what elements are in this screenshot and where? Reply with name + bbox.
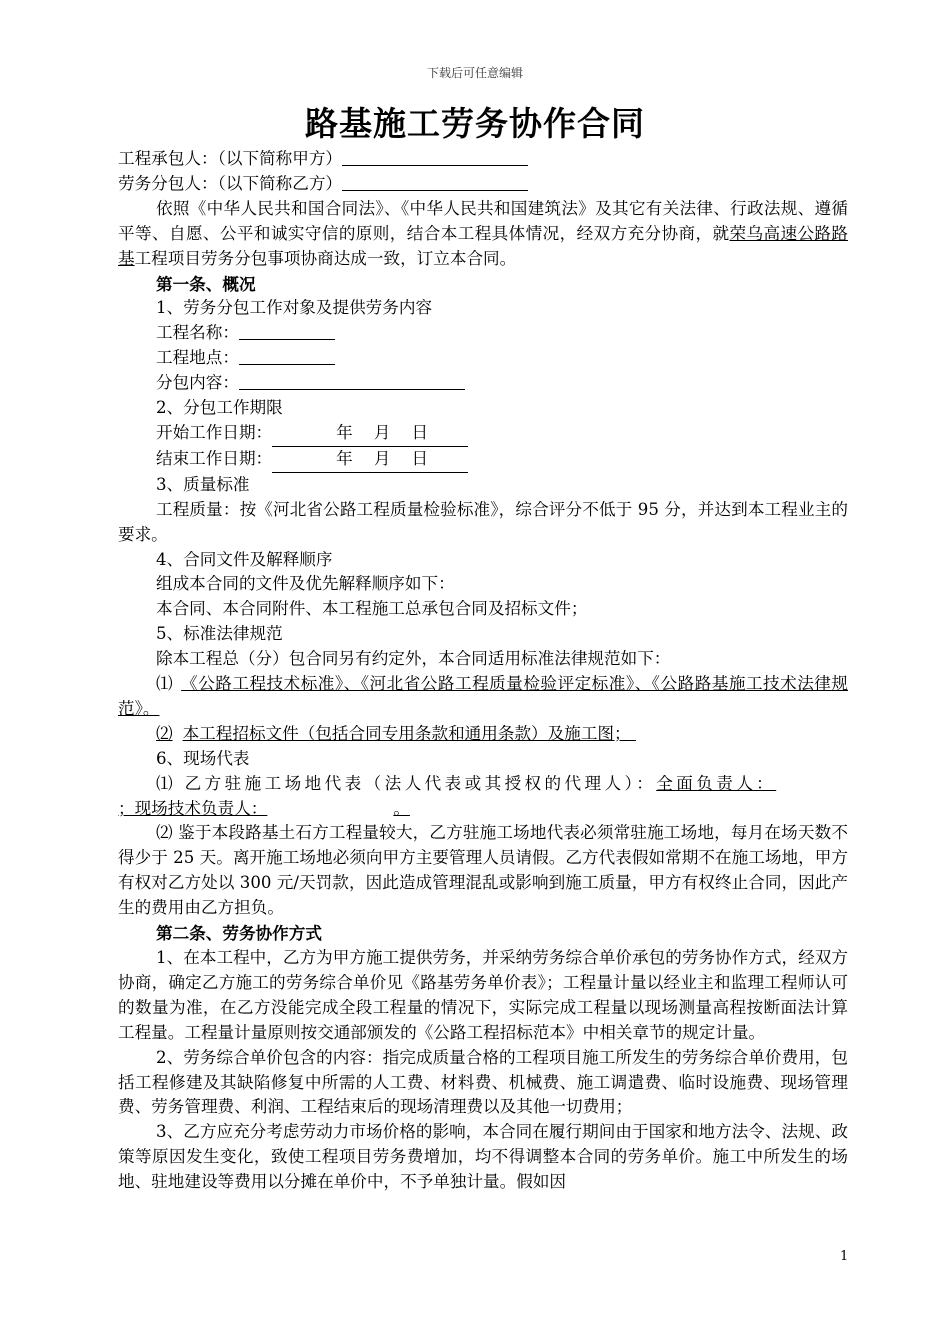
contract-body xyxy=(118,147,848,1195)
quality-text: 工程质量：按《河北省公路工程质量检验标准》，综合评分不低于 95 分，并达到本工程业主的要求。 xyxy=(118,499,848,544)
section-1-5: 5、标准法律规范 xyxy=(156,624,283,644)
party-a-line xyxy=(118,147,848,172)
start-date-line: 开始工作日期： 年 月 日 xyxy=(118,421,848,447)
project-name-underlined: 荣乌高速公路路基 xyxy=(118,223,848,268)
end-date-blank[interactable]: 年 月 日 xyxy=(272,447,468,473)
article-2-item-1: 1、在本工程中，乙方为甲方施工提供劳务，并采纳劳务综合单价承包的劳务协作方式，经双方协商，确定乙方施工的劳务综合单价见《路基劳务单价表》；工程量计量以经业主和监理工程师认可的数量为准，在乙方没能完成全段工程量的情况下，实际完成工程量以现场测量高程按断面法计算工程量。工程量计量原则按交通部颁发的《公路工程招标范本》中相关章节的规定计量。 xyxy=(118,948,848,1042)
contract-title: 路基施工劳务协作合同 xyxy=(305,104,645,143)
project-site-line: 工程地点： xyxy=(118,346,848,371)
intro-paragraph: 依照《中华人民共和国合同法》、《中华人民共和国建筑法》及其它有关法律、行政法规、遵循平等、自愿、公平和诚实守信的原则，结合本工程具体情况，经双方充分协商，就荣乌高速公路路基工程项目劳务分包事项协商达成一致，订立本合同。 xyxy=(118,198,848,268)
header-note: 下载后可任意编辑 xyxy=(426,66,523,80)
section-1-1: 1、劳务分包工作对象及提供劳务内容 xyxy=(156,298,433,318)
section-1-3: 3、质量标准 xyxy=(156,474,250,494)
article-2-item-3: 3、乙方应充分考虑劳动力市场价格的影响，本合同在履行期间由于国家和地方法令、法规、政策等原因发生变化，致使工程项目劳务费增加，均不得调整本合同的劳务单价。施工中所发生的场地、驻地建设等费用以分摊在单价中，不予单独计量。假如因 xyxy=(118,1122,848,1192)
law-item-1: ⑴ 《公路工程技术标准》、《河北省公路工程质量检验评定标准》、《公路路基施工技术法律规范》。 xyxy=(118,674,848,718)
subcontract-content-line: 分包内容： xyxy=(118,371,848,396)
article-2-heading: 第二条、劳务协作方式 xyxy=(156,923,322,944)
rep-item-2: ⑵ 鉴于本段路基土石方工程量较大，乙方驻施工场地代表必须常驻施工场地，每月在场天数不得少于 25 天。离开施工场地必须向甲方主要管理人员请假。乙方代表假如常期不在施工场地，甲方有权对乙方处以 300 元/天罚款，因此造成管理混乱或影响到施工质量，甲方有权终止合同，因此产生的费用由乙方担负。 xyxy=(118,823,848,918)
section-1-2: 2、分包工作期限 xyxy=(156,398,283,418)
article-2-item-2: 2、劳务综合单价包含的内容：指完成质量合格的工程项目施工所发生的劳务综合单价费用，包括工程修建及其缺陷修复中所需的人工费、材料费、机械费、施工调遣费、临时设施费、现场管理费、劳务管理费、利润、工程结束后的现场清理费以及其他一切费用； xyxy=(118,1047,848,1117)
project-name-line: 工程名称： xyxy=(118,321,848,346)
party-b-blank[interactable] xyxy=(342,172,528,191)
rep-item-1-line1: ⑴ 乙方驻施工场地代表（法人代表或其授权的代理人）：全面负责人： xyxy=(156,773,777,793)
subcontract-content-blank[interactable] xyxy=(239,371,465,390)
project-name-blank[interactable] xyxy=(239,321,335,340)
start-date-blank[interactable]: 年 月 日 xyxy=(272,421,468,447)
party-a-blank[interactable] xyxy=(342,147,528,166)
article-1-heading: 第一条、概况 xyxy=(156,273,256,294)
end-date-line: 结束工作日期： 年 月 日 xyxy=(118,447,848,473)
section-1-4: 4、合同文件及解释顺序 xyxy=(156,549,333,569)
party-a-label: 工程承包人：（以下简称甲方） xyxy=(118,149,343,168)
project-site-blank[interactable] xyxy=(239,346,335,365)
page-number: 1 xyxy=(840,1249,849,1264)
section-1-6: 6、现场代表 xyxy=(156,748,250,768)
law-intro: 除本工程总（分）包合同另有约定外，本合同适用标准法律规范如下： xyxy=(156,649,671,669)
docs-line-1: 组成本合同的文件及优先解释顺序如下： xyxy=(156,574,455,594)
party-b-line xyxy=(118,172,848,197)
rep-item-1-line2: ；现场技术负责人： 。 xyxy=(118,798,410,818)
docs-line-2: 本合同、本合同附件、本工程施工总承包合同及招标文件； xyxy=(156,599,588,619)
party-b-label: 劳务分包人：（以下简称乙方） xyxy=(118,173,343,193)
law-item-2: ⑵ 本工程招标文件（包括合同专用条款和通用条款）及施工图； xyxy=(156,723,631,743)
